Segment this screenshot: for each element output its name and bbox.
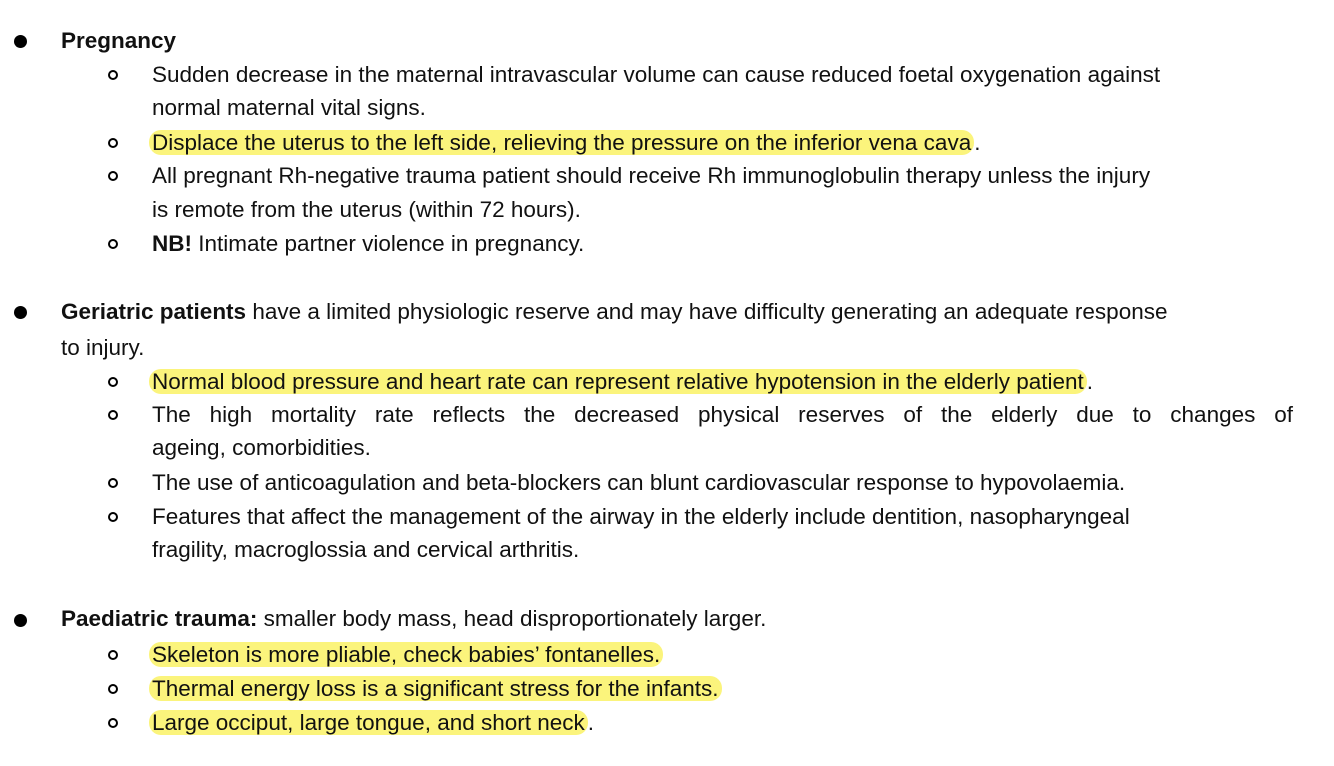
sub-bullet-circle bbox=[108, 650, 118, 660]
bullet-dot bbox=[14, 306, 27, 319]
highlighted-text: Large occiput, large tongue, and short neck bbox=[149, 710, 588, 735]
sub-bullet-circle bbox=[108, 138, 118, 148]
list-item-text: NB! Intimate partner violence in pregnancy. bbox=[152, 231, 585, 256]
bullet-dot bbox=[14, 35, 27, 48]
list-item-text: normal maternal vital signs. bbox=[152, 95, 426, 120]
sub-bullet-circle bbox=[108, 718, 118, 728]
highlighted-text: Displace the uterus to the left side, relieving the pressure on the inferior vena cava bbox=[149, 130, 974, 155]
highlighted-text: Skeleton is more pliable, check babies’ fontanelles. bbox=[149, 642, 663, 667]
bullet-dot bbox=[14, 614, 27, 627]
sub-bullet-circle bbox=[108, 70, 118, 80]
pregnancy-heading: Pregnancy bbox=[61, 28, 177, 53]
sub-bullet-circle bbox=[108, 684, 118, 694]
paediatric-paragraph: Paediatric trauma: smaller body mass, head disproportionately larger. bbox=[61, 606, 767, 631]
list-item-text: Displace the uterus to the left side, relieving the pressure on the inferior vena cava . bbox=[152, 128, 980, 158]
geriatric-paragraph: Geriatric patients have a limited physiologic reserve and may have difficulty generating an adequate response bbox=[61, 299, 1168, 324]
sub-bullet-circle bbox=[108, 512, 118, 522]
geriatric-paragraph-cont: to injury. bbox=[61, 335, 145, 360]
list-item-text: Large occiput, large tongue, and short neck . bbox=[152, 708, 594, 738]
highlighted-text: Normal blood pressure and heart rate can represent relative hypotension in the elderly patient bbox=[149, 369, 1087, 394]
sub-bullet-circle bbox=[108, 410, 118, 420]
list-item-text: fragility, macroglossia and cervical arthritis. bbox=[152, 537, 580, 562]
list-item-text: ageing, comorbidities. bbox=[152, 435, 371, 460]
sub-bullet-circle bbox=[108, 171, 118, 181]
highlighted-text: Thermal energy loss is a significant stress for the infants. bbox=[149, 676, 722, 701]
list-item-text: All pregnant Rh-negative trauma patient should receive Rh immunoglobulin therapy unless the injury bbox=[152, 163, 1151, 188]
sub-bullet-circle bbox=[108, 239, 118, 249]
sub-bullet-circle bbox=[108, 377, 118, 387]
list-item-text: is remote from the uterus (within 72 hours). bbox=[152, 197, 581, 222]
list-item-text: Normal blood pressure and heart rate can represent relative hypotension in the elderly patient . bbox=[152, 367, 1093, 397]
list-item-text: The use of anticoagulation and beta-blockers can blunt cardiovascular response to hypovolaemia. bbox=[152, 470, 1126, 495]
list-item-text bbox=[152, 674, 722, 704]
list-item-text bbox=[152, 640, 663, 670]
sub-bullet-circle bbox=[108, 478, 118, 488]
list-item-text: Sudden decrease in the maternal intravascular volume can cause reduced foetal oxygenation against bbox=[152, 62, 1161, 87]
list-item-text: Features that affect the management of the airway in the elderly include dentition, nasopharyngeal bbox=[152, 504, 1130, 529]
list-item-text: The high mortality rate reflects the decreased physical reserves of the elderly due to changes of bbox=[152, 402, 1293, 427]
